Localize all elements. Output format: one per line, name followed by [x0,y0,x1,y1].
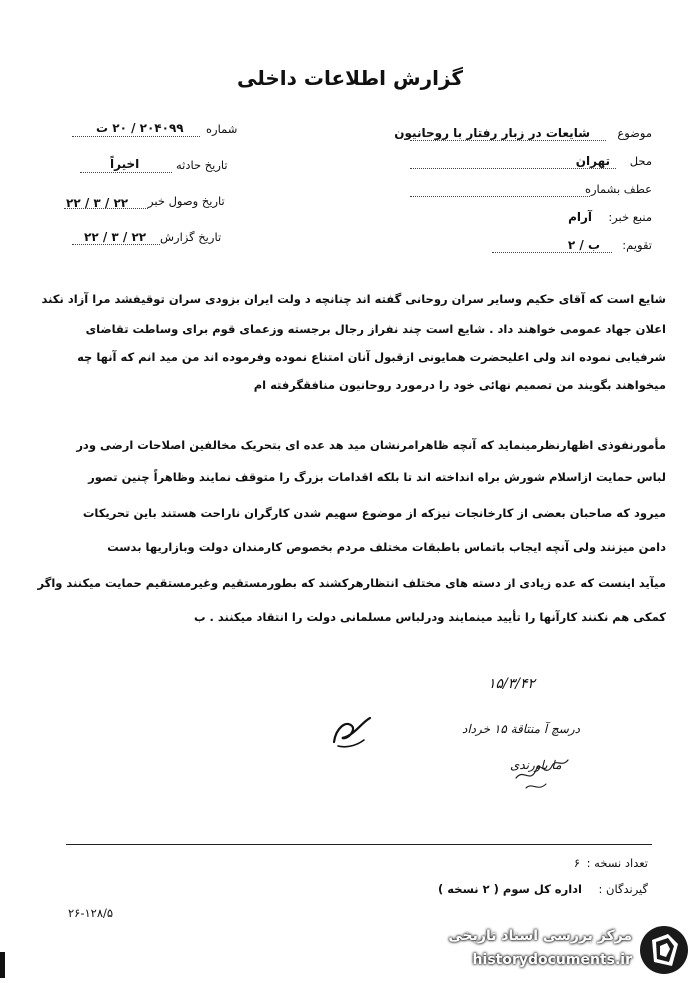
body-line: مأمورنفوذی اظهارنظرمینماید که آنچه ظاهرامرنشان مید هد عده ای بتحریک مخالفین اصلاحات ارضی ودر [76,438,666,452]
copies-value: ۶ [573,856,580,870]
place-value: تهران [575,154,610,168]
subject-value: شایعات در زبار رفتار با روحانیون [394,126,590,140]
footer-separator [66,844,652,845]
report-date-label: تاریخ گزارش [160,230,222,244]
document-code: ۲۶-۱۲۸/۵ [68,906,114,920]
incident-date-label: تاریخ حادثه [176,158,228,172]
incident-date-value: اخیراً [110,157,140,171]
body-line: شایع است که آقای حکیم وسایر سران روحانی گفته اند چنانچه د ولت ایران بزودی سران توقیفشد مرا آزاد نکند [41,292,666,306]
body-line: میرود که صاحبان بعضی از کارخانجات نیزکه از موضوع سهیم شدن کارگران ناراحت هستند باین تحریکات [82,506,666,520]
incident-date-dots [80,172,172,173]
body-line: میآید اینست که عده زیادی از دسته های مختلف انتظارهرکشند که بطورمستقیم وغیرمستقیم حمایت میکنند واگر [37,576,666,590]
watermark [408,920,694,980]
number-dots [72,136,200,137]
body-line: شرفیابی نموده اند ولی اعلیحضرت همایونی ازقبول آنان امتناع نموده وفرموده اند من مید انم که آنها چه [77,350,666,364]
page-title: گزارش اطلاعات داخلی [236,66,464,90]
rating-label: تقویم: [622,238,652,252]
signature-scribble [512,748,572,794]
subject-label: موضوع [617,126,652,140]
ref-label: عطف بشماره [584,182,652,196]
handwritten-note-2: ما یاورندی [510,758,562,772]
body-line: لباس حمایت ازاسلام شورش براه انداخته اند تا بلکه اقدامات بزرگ را متوقف نمایند وظاهراً چنین تصور [88,470,666,484]
handwritten-note-1: درسچ آ منتاقة ۱۵ خرداد [462,722,580,736]
watermark-site: historydocuments.ir [472,952,632,968]
body-line: اعلان جهاد عمومی خواهند داد . شایع است چند نفراز رجال برجسته وزعمای قوم برای وساطت تقاضای [85,322,666,336]
place-dots [410,168,616,169]
ref-dots [410,196,590,197]
receipt-date-label: تاریخ وصول خبر [148,194,225,208]
recipients-label: گیرندگان : [598,882,648,896]
recipients-value: اداره کل سوم ( ۲ نسخه ) [438,882,582,896]
logo-icon [638,924,690,976]
copies-label: تعداد نسخه : [586,856,648,870]
number-label: شماره [206,122,238,136]
report-date-dots [72,244,160,245]
source-label: منبع خبر: [608,210,652,224]
body-line: کمکی هم نکنند کارآنها را تأیید مینمایند ودرلباس مسلمانی دولت را انتقاد میکنند . ب [193,610,666,624]
handwritten-date: ۱۵/۳/۴۲ [488,676,536,692]
receipt-date-value: ۲۲ / ۳ / ۲۲ [66,196,129,210]
body-line: میخواهند بگویند من تصمیم نهائی خود را درمورد روحانیون منافقگرفته ام [253,378,666,392]
subject-dots [410,140,606,141]
report-date-value: ۲۲ / ۳ / ۲۲ [84,230,147,244]
scan-edge-mark [0,952,5,978]
body-line: دامن میزنند ولی آنچه ایجاب باتماس باطبقات مختلف مردم بخصوص کارمندان دولت وبازاریها بدست [107,540,666,554]
number-value: ۲۰۴۰۹۹ / ۲۰ ت [96,121,184,135]
rating-value: ب / ۲ [567,238,600,252]
source-value: آرام [568,210,592,224]
place-label: محل [629,154,652,168]
watermark-org-name: مرکز بررسی اسناد تاریخی [448,928,632,944]
rating-dots [492,252,612,253]
signature-mark [326,712,376,752]
